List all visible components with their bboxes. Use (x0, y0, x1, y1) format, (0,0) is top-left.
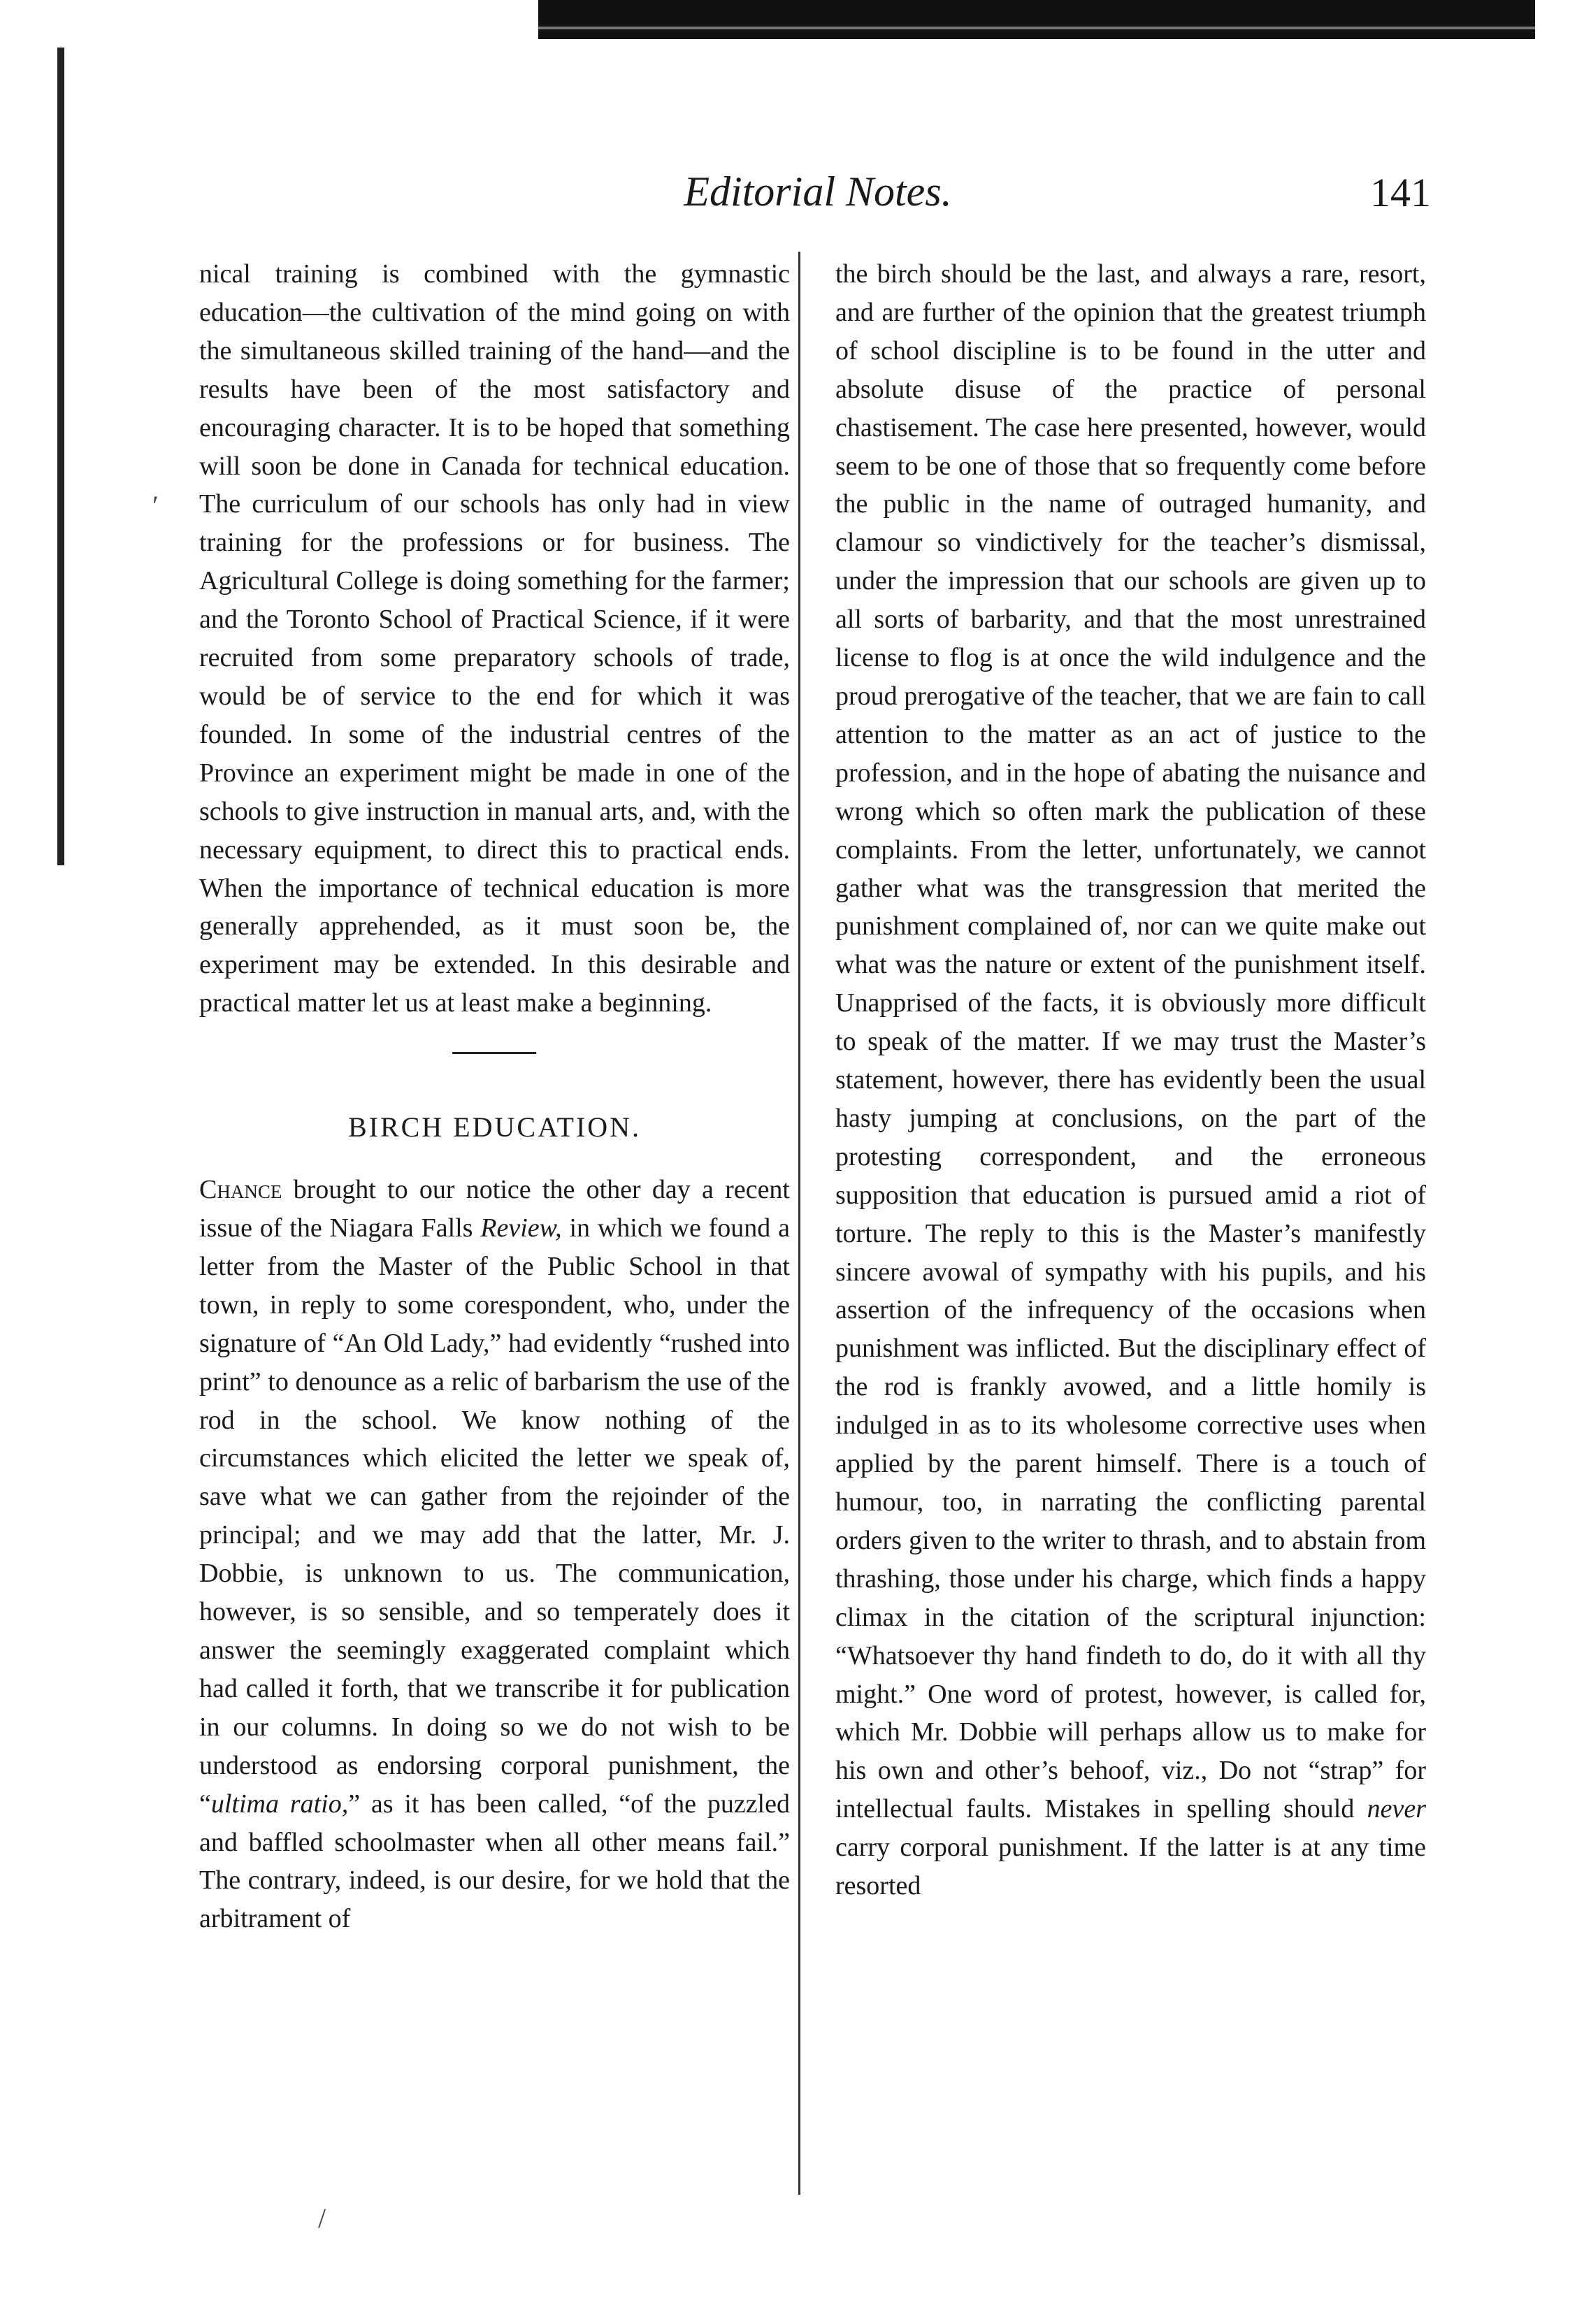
top-border-rule (538, 0, 1535, 39)
right-column (835, 255, 1426, 1905)
birch-text-part3: ” as it has been called, “of the puzzled and baffled schoolmaster when all other means fail.” The contrary, indeed, is our desire, for we hold that the arbitrament of (199, 1789, 790, 1934)
birch-continuation-paragraph (835, 255, 1426, 1905)
bottom-speck: / (318, 2202, 326, 2234)
right-text-part2: carry corporal punishment. If the latter is at any time resorted (835, 1833, 1426, 1901)
top-border-shadow (538, 27, 1535, 29)
section-divider (199, 1023, 790, 1092)
page-number: 141 (1370, 170, 1431, 215)
section-heading: BIRCH EDUCATION. (347, 1111, 642, 1143)
column-divider-rule (798, 252, 800, 2195)
page-header (0, 154, 1584, 231)
birch-text-part1: brought to our notice the other day a recent issue of the Niagara Falls (199, 1175, 790, 1243)
technical-education-paragraph: nical training is combined with the gymnastic education—the cultivation of the mind going on with the simultaneous skilled training of the hand—and the results have been of the most satisfactory and encouraging character. It is to be hoped that something will soon be done in Canada for technical education. The curriculum of our schools has only had in view training for the professions or for business. The Agricultural College is doing something for the farmer; and the Toronto School of Practical Science, if it were recruited from some preparatory schools of trade, would be of service to the end for which it was founded. In some of the industrial centres of the Province an experiment might be made in one of the schools to give instruction in manual arts, and, with the necessary equipment, to direct this to practical ends. When the importance of technical education is more generally apprehended, as it must soon be, the experiment may be extended. In this desirable and practical matter let us at least make a beginning. (199, 259, 790, 1018)
margin-speck: ′ (152, 490, 159, 521)
birch-text-part2: in which we found a letter from the Master of the Public School in that town, in reply to some corespondent, who, under the signature of “An Old Lady,” had evidently “rushed into print” to denounce as a relic of barbarism the use of the rod in the school. We know nothing of the circumstances which elicited the letter we speak of, save what we can gather from the rejoinder of the principal; and we may add that the latter, Mr. J. Dobbie, is unknown to us. The communication, however, is so sensible, and so temperately does it answer the seemingly exaggerated complaint which had called it forth, that we transcribe it for publication in our columns. In doing so we do not wish to be understood as endorsing corporal punishment, the “ (199, 1213, 790, 1819)
divider-rule (452, 1052, 536, 1054)
right-text-part1: the birch should be the last, and always a rare, resort, and are further of the opinion that the greatest triumph of school discipline is to be found in the utter and absolute disuse of the practice of personal chastisement. The case here presented, however, would seem to be one of those that so frequently come before the public in the name of outraged humanity, and clamour so vindictively for the teacher’s dismissal, under the impression that our schools are given up to all sorts of barbarity, and that the most unrestrained license to flog is at once the wild indulgence and the proud prerogative of the teacher, that we are fain to call attention to the matter as an act of justice to the profession, and in the hope of abating the nuisance and wrong which so often mark the publication of these complaints. From the letter, unfortunately, we cannot gather what was the transgression that merited the punishment complained of, nor can we quite make out what was the nature or extent of the punishment itself. Unapprised of the facts, it is obviously more difficult to speak of the matter. If we may trust the Master’s statement, however, there has evidently been the usual hasty jumping at conclusions, on the part of the protesting correspondent, and the erroneous supposition that education is pursued amid a riot of torture. The reply to this is the Master’s manifestly sincere avowal of sympathy with his pupils, and his assertion of the infrequency of the occasions when punishment was inflicted. But the disciplinary effect of the rod is frankly avowed, and a little homily is indulged in as to its wholesome corrective uses when applied by the parent himself. There is a touch of humour, too, in narrating the conflicting parental orders given to the writer to thrash, and to abstain from thrashing, those under his charge, which finds a happy climax in the citation of the scriptural injunction: “Whatsoever thy hand findeth to do, do it with all thy might.” One word of protest, however, is called for, which Mr. Dobbie will perhaps allow us to make for his own and other’s behoof, viz., Do not “strap” for intellectual faults. Mistakes in spelling should (835, 259, 1426, 1824)
birch-education-paragraph (199, 1171, 790, 1938)
newspaper-name: Review, (480, 1213, 562, 1243)
emphasis-word: never (1367, 1794, 1426, 1824)
latin-phrase: ultima ratio, (210, 1789, 349, 1819)
lead-word: Chance (199, 1175, 282, 1205)
running-head: Editorial Notes. (684, 168, 952, 215)
left-column (199, 255, 790, 1938)
